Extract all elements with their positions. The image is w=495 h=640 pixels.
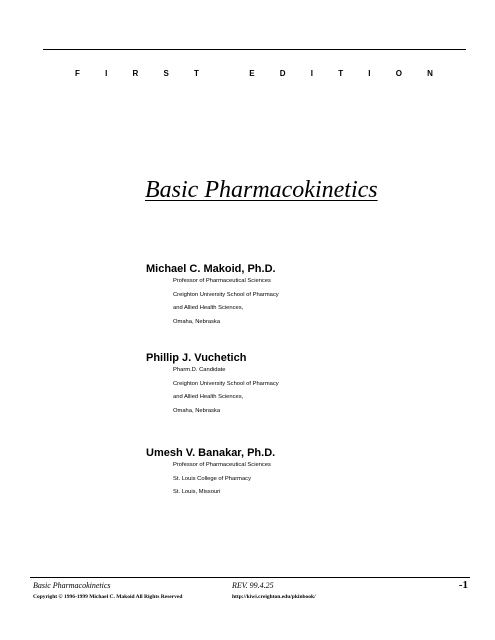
affiliation-line: Creighton University School of Pharmacy bbox=[173, 380, 279, 387]
page-number: -1 bbox=[458, 579, 468, 591]
edition-letter: I bbox=[105, 69, 108, 78]
edition-letter: E bbox=[249, 69, 255, 78]
affiliation-line: St. Louis College of Pharmacy bbox=[173, 475, 251, 482]
affiliation-line: and Allied Health Sciences, bbox=[173, 305, 244, 311]
author-block bbox=[146, 352, 279, 418]
affiliation-line: and Allied Health Sciences, bbox=[173, 394, 244, 400]
affiliation-line: Creighton University School of Pharmacy bbox=[173, 291, 279, 298]
edition-letter: O bbox=[395, 69, 402, 78]
edition-letter: R bbox=[132, 69, 139, 78]
footer-book-title: Basic Pharmacokinetics bbox=[33, 581, 111, 590]
edition-letter: T bbox=[338, 69, 344, 78]
book-title: Basic Pharmacokinetics bbox=[145, 177, 378, 203]
affiliation-line: Omaha, Nebraska bbox=[173, 318, 221, 325]
edition-letter: D bbox=[279, 69, 286, 78]
author-name: Phillip J. Vuchetich bbox=[146, 352, 247, 364]
footer-header bbox=[33, 581, 468, 593]
footer-revision: REV. 99.4.25 bbox=[232, 581, 274, 590]
edition-letter: I bbox=[368, 69, 371, 78]
affiliation-line: Pharm.D. Candidate bbox=[173, 367, 226, 373]
affiliation-line: Professor of Pharmaceutical Sciences bbox=[173, 462, 271, 468]
author-block bbox=[146, 263, 279, 329]
top-rule bbox=[43, 49, 466, 50]
footer-meta bbox=[33, 594, 468, 604]
author-block bbox=[146, 447, 275, 500]
affiliation-line: Professor of Pharmaceutical Sciences bbox=[173, 278, 271, 284]
edition-letter: T bbox=[194, 69, 199, 78]
author-name: Umesh V. Banakar, Ph.D. bbox=[146, 447, 276, 459]
edition-letter: I bbox=[310, 69, 313, 78]
copyright-notice: Copyright © 1996-1999 Michael C. Makoid All Rights Reserved bbox=[33, 594, 183, 600]
affiliation-line: Omaha, Nebraska bbox=[173, 407, 221, 414]
edition-letter: F bbox=[75, 69, 80, 78]
edition-letter: S bbox=[163, 69, 169, 78]
footer-rule bbox=[30, 577, 470, 578]
edition-letter: N bbox=[427, 69, 433, 78]
author-name: Michael C. Makoid, Ph.D. bbox=[146, 263, 276, 275]
footer-url[interactable]: http://kiwi.creighton.edu/pkinbook/ bbox=[232, 594, 316, 600]
edition-banner bbox=[75, 69, 433, 78]
affiliation-line: St. Louis, Missouri bbox=[173, 489, 221, 495]
